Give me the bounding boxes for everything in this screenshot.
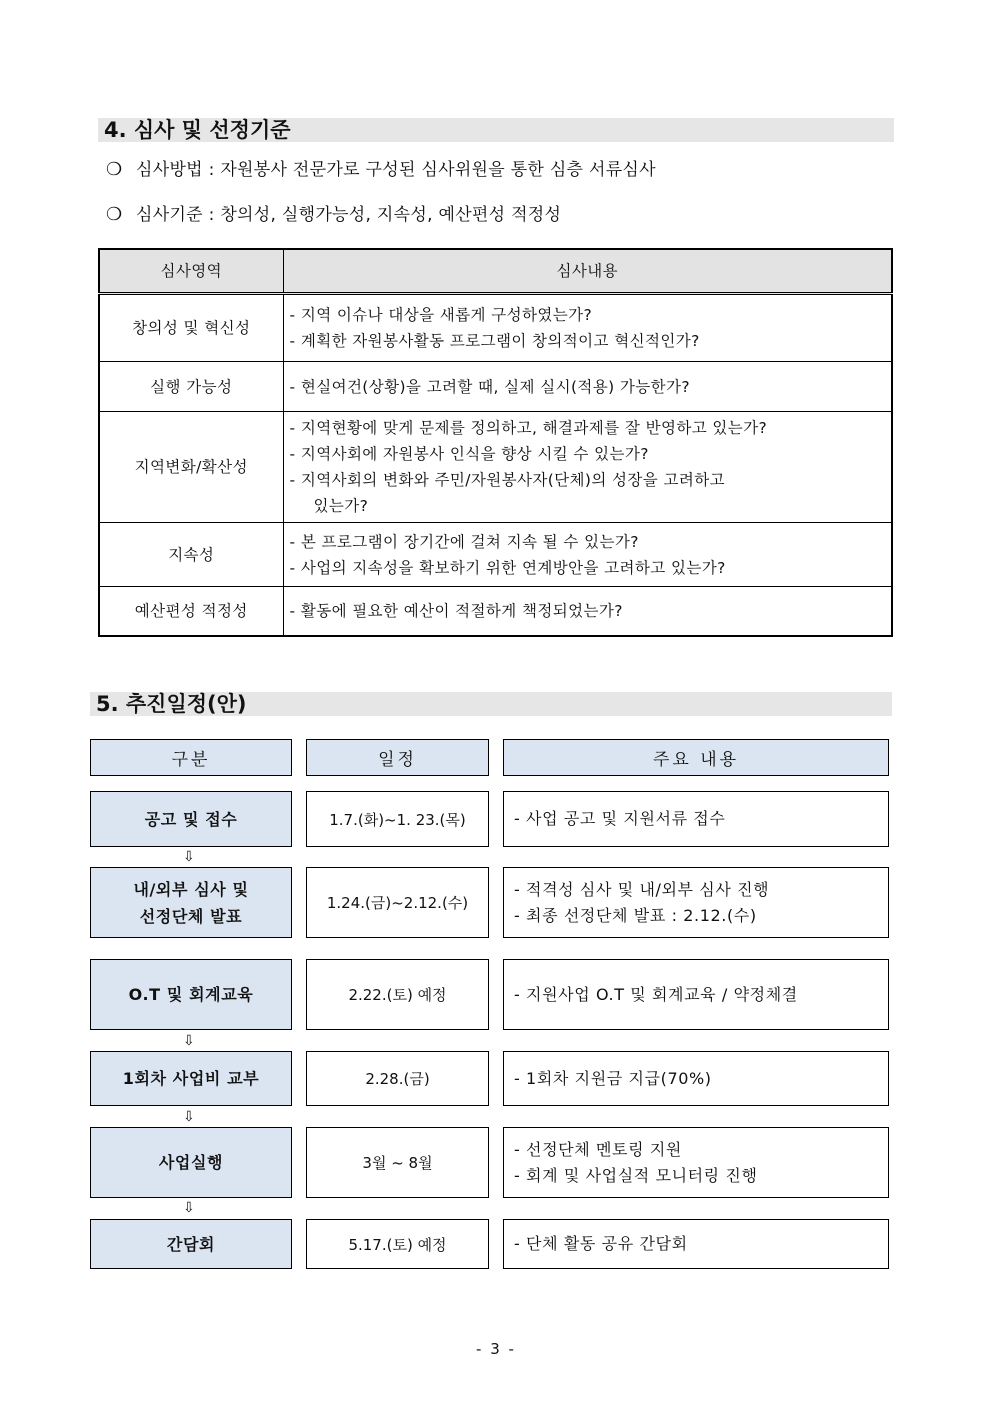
criteria-line: - 지역사회에 자원봉사 인식을 향상 시킬 수 있는가? — [289, 445, 649, 463]
criteria-area: 실행 가능성 — [99, 362, 283, 412]
criteria-table — [98, 248, 893, 637]
schedule-step-desc: - 선정단체 멘토링 지원 - 회계 및 사업실적 모니터링 진행 — [503, 1127, 889, 1198]
criteria-line: - 지역 이슈나 대상을 새롭게 구성하였는가? — [289, 306, 593, 324]
criteria-area: 예산편성 적정성 — [99, 587, 283, 636]
criteria-row — [99, 587, 892, 636]
section5-title: 5. 추진일정(안) — [90, 692, 892, 716]
criteria-content — [283, 523, 892, 587]
schedule-step-label: 사업실행 — [90, 1127, 292, 1198]
schedule-step-date: 1.24.(금)~2.12.(수) — [306, 867, 489, 938]
criteria-line: - 본 프로그램이 장기간에 걸쳐 지속 될 수 있는가? — [289, 532, 639, 551]
schedule-step-date: 2.22.(토) 예정 — [306, 959, 489, 1030]
down-arrow-icon: ⇩ — [183, 1200, 195, 1216]
criteria-content — [283, 587, 892, 636]
schedule-step-label: 1회차 사업비 교부 — [90, 1051, 292, 1106]
section4-title: 4. 심사 및 선정기준 — [98, 118, 894, 142]
criteria-line: - 사업의 지속성을 확보하기 위한 연계방안을 고려하고 있는가? — [289, 558, 726, 577]
criteria-line: - 현실여건(상황)을 고려할 때, 실제 실시(적용) 가능한가? — [289, 377, 691, 396]
review-criteria-text: 심사기준 : 창의성, 실행가능성, 지속성, 예산편성 적정성 — [136, 205, 562, 225]
criteria-row — [99, 362, 892, 412]
criteria-header-row — [99, 249, 892, 294]
column-header-area: 심사영역 — [99, 249, 283, 294]
criteria-area: 지속성 — [99, 523, 283, 587]
schedule-step-desc: - 적격성 심사 및 내/외부 심사 진행 - 최종 선정단체 발표 : 2.12.(수) — [503, 867, 889, 938]
schedule-header-category: 구분 — [90, 739, 292, 776]
schedule-step-desc: - 1회차 지원금 지급(70%) — [503, 1051, 889, 1106]
criteria-row — [99, 523, 892, 587]
schedule-step-desc: - 단체 활동 공유 간담회 — [503, 1219, 889, 1269]
criteria-row — [99, 412, 892, 523]
down-arrow-icon: ⇩ — [183, 1033, 195, 1049]
criteria-row — [99, 294, 892, 362]
criteria-content — [283, 412, 892, 523]
down-arrow-icon: ⇩ — [183, 849, 195, 865]
criteria-line: - 지역사회의 변화와 주민/자원봉사자(단체)의 성장을 고려하고 — [289, 471, 725, 489]
review-criteria-bullet — [106, 204, 561, 226]
review-method-bullet — [106, 159, 656, 181]
review-method-text: 심사방법 : 자원봉사 전문가로 구성된 심사위원을 통한 심층 서류심사 — [136, 160, 656, 180]
criteria-line: - 지역현황에 맞게 문제를 정의하고, 해결과제를 잘 반영하고 있는가? — [289, 419, 768, 437]
schedule-step-date: 5.17.(토) 예정 — [306, 1219, 489, 1269]
schedule-step-desc: - 지원사업 O.T 및 회계교육 / 약정체결 — [503, 959, 889, 1030]
criteria-line: - 계획한 자원봉사활동 프로그램이 창의적이고 혁신적인가? — [289, 332, 700, 350]
circle-bullet-icon: ❍ — [106, 204, 123, 225]
page-number: - 3 - — [476, 1340, 516, 1358]
schedule-header-date: 일정 — [306, 739, 489, 776]
criteria-area: 창의성 및 혁신성 — [99, 294, 283, 362]
column-header-content: 심사내용 — [283, 249, 892, 294]
schedule-step-date: 2.28.(금) — [306, 1051, 489, 1106]
schedule-step-date: 1.7.(화)~1. 23.(목) — [306, 791, 489, 847]
criteria-line: - 활동에 필요한 예산이 적절하게 책정되었는가? — [289, 601, 623, 620]
circle-bullet-icon: ❍ — [106, 159, 123, 180]
schedule-step-label: 내/외부 심사 및 선정단체 발표 — [90, 867, 292, 938]
schedule-step-date: 3월 ~ 8월 — [306, 1127, 489, 1198]
schedule-header-content: 주요 내용 — [503, 739, 889, 776]
down-arrow-icon: ⇩ — [183, 1109, 195, 1125]
schedule-step-label: O.T 및 회계교육 — [90, 959, 292, 1030]
criteria-content — [283, 294, 892, 362]
schedule-step-desc: - 사업 공고 및 지원서류 접수 — [503, 791, 889, 847]
criteria-area: 지역변화/확산성 — [99, 412, 283, 523]
criteria-content — [283, 362, 892, 412]
criteria-line: 있는가? — [313, 497, 369, 515]
schedule-step-label: 공고 및 접수 — [90, 791, 292, 847]
schedule-step-label: 간담회 — [90, 1219, 292, 1269]
